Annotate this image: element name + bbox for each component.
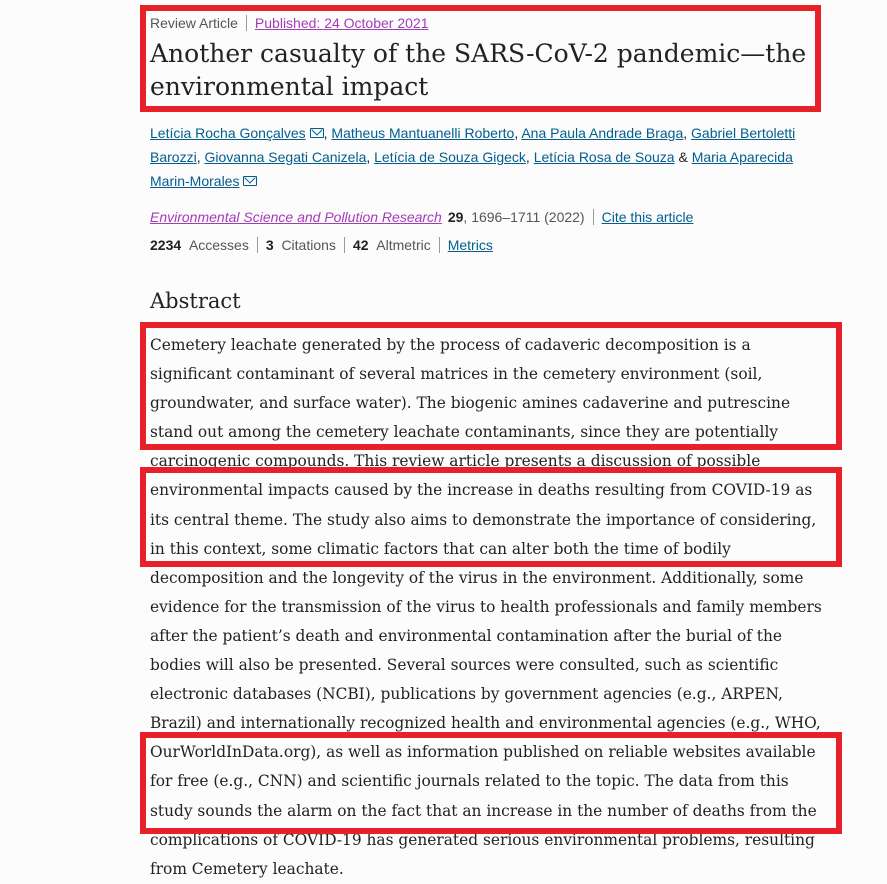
citations-count: 3 — [265, 237, 274, 253]
article-meta — [150, 14, 429, 32]
author-separator: , — [514, 125, 519, 141]
author-link-2[interactable]: Matheus Mantuanelli Roberto — [331, 125, 515, 141]
journal-volume: 29 — [447, 209, 464, 225]
journal-pages: , 1696–1711 (2022) — [463, 209, 585, 225]
meta-divider — [593, 209, 594, 225]
cite-article-link[interactable]: Cite this article — [601, 209, 694, 225]
author-separator: , — [525, 149, 530, 165]
journal-link[interactable]: Environmental Science and Pollution Research — [150, 209, 442, 225]
abstract-heading: Abstract — [150, 289, 241, 313]
author-link-1[interactable]: Letícia Rocha Gonçalves — [150, 125, 306, 141]
mail-icon[interactable] — [243, 176, 257, 186]
author-separator: , — [323, 125, 328, 141]
author-separator: , — [683, 125, 688, 141]
author-link-3[interactable]: Ana Paula Andrade Braga — [521, 125, 684, 141]
author-link-8[interactable]: Maria Aparecida Marin-Morales — [150, 149, 793, 189]
meta-divider — [246, 15, 247, 31]
abstract-text: Cemetery leachate generated by the process of cadaveric decomposition is a significant contaminant of several matrices in the cemetery environment (soil, groundwater, and surface water). The biogenic amines cadaverine and putrescine stand out among the cemetery leachate contaminants, since they are potentially carcinogenic compounds. This review article presents a discussion of possible environmental impacts caused by the increase in deaths resulting from COVID-19 as its central theme. The study also aims to demonstrate the importance of considering, in this context, some climatic factors that can alter both the time of bodily decomposition and the longevity of the virus in the environment. Additionally, some evidence for the transmission of the virus to health professionals and family members after the patient’s death and environmental contamination after the burial of the bodies will also be presented. Several sources were consulted, such as scientific electronic databases (NCBI), publications by government agencies (e.g., ARPEN, Brazil) and internationally recognized health and environmental agencies (e.g., WHO, OurWorldInData.org), as well as information published on reliable websites available for free (e.g., CNN) and scientific journals related to the topic. The data from this study sounds the alarm on the fact that an increase in the number of deaths from the complications of COVID-19 has generated serious environmental problems, resulting from Cemetery leachate. — [150, 336, 822, 878]
author-separator: , — [196, 149, 201, 165]
altmetric-count: 42 — [352, 237, 369, 253]
accesses-count: 2234 — [150, 237, 182, 253]
meta-divider — [344, 237, 345, 253]
meta-divider — [257, 237, 258, 253]
author-link-5[interactable]: Giovanna Segati Canizela — [204, 149, 367, 165]
author-separator: , — [366, 149, 371, 165]
author-last-separator: & — [678, 149, 688, 165]
accesses-label: Accesses — [188, 237, 249, 253]
altmetric-label: Altmetric — [376, 237, 431, 253]
article-metrics — [150, 236, 493, 254]
published-date-link[interactable]: Published: 24 October 2021 — [254, 15, 429, 31]
metrics-link[interactable]: Metrics — [447, 237, 493, 253]
article-title: Another casualty of the SARS-CoV-2 pandemic—the environmental impact — [150, 39, 807, 101]
author-link-7[interactable]: Letícia Rosa de Souza — [533, 149, 675, 165]
mail-icon[interactable] — [310, 128, 324, 138]
author-list — [150, 121, 810, 193]
author-link-6[interactable]: Letícia de Souza Gigeck — [374, 149, 526, 165]
meta-divider — [439, 237, 440, 253]
author-link-4[interactable]: Gabriel Bertoletti Barozzi — [150, 125, 796, 165]
citations-label: Citations — [281, 237, 336, 253]
article-type: Review Article — [150, 15, 238, 31]
journal-info — [150, 208, 693, 226]
